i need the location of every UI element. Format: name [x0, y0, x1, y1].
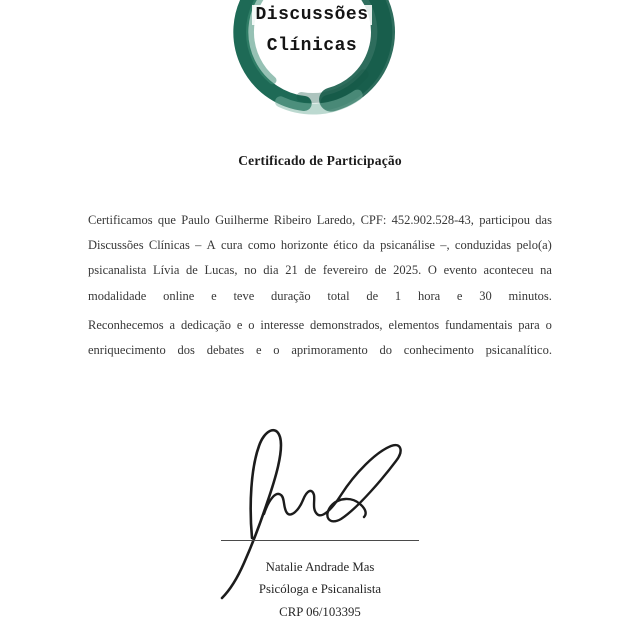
signer-registration: CRP 06/103395 — [279, 604, 361, 619]
paragraph-2-line-2: enriquecimento dos debates e o aprimoramento do conhecimento psicanalítico. — [88, 343, 552, 358]
paragraph-2-line-1: Reconhecemos a dedicação e o interesse demonstrados, elementos fundamentais para o — [88, 318, 552, 332]
logo-text-line-2 — [227, 36, 397, 56]
paragraph-1-line-2: Discussões Clínicas – A cura como horizonte ético da psicanálise –, conduzidas pelo(a) — [88, 238, 552, 253]
logo-word-discussoes: Discussões — [252, 5, 371, 25]
paragraph-1-line-1: Certificamos que Paulo Guilherme Ribeiro Laredo, CPF: 452.902.528-43, participou das — [88, 213, 552, 227]
logo-text-line-1 — [227, 5, 397, 25]
paragraph-1-line-3: psicanalista Lívia de Lucas, no dia 21 de fevereiro de 2025. O evento aconteceu na — [88, 263, 552, 278]
certificate-paragraph-2 — [88, 313, 552, 363]
signature-line — [221, 540, 419, 541]
paragraph-1-line-4: modalidade online e teve duração total de 1 hora e 30 minutos. — [88, 288, 552, 303]
signer-block — [0, 556, 640, 623]
certificate-paragraph-1 — [88, 208, 552, 309]
discussoes-clinicas-logo — [227, 0, 397, 124]
certificate-title: Certificado de Participação — [238, 153, 402, 168]
signer-role: Psicóloga e Psicanalista — [258, 582, 382, 597]
signer-name: Natalie Andrade Mas — [265, 560, 375, 574]
logo-word-clinicas: Clínicas — [264, 36, 360, 56]
